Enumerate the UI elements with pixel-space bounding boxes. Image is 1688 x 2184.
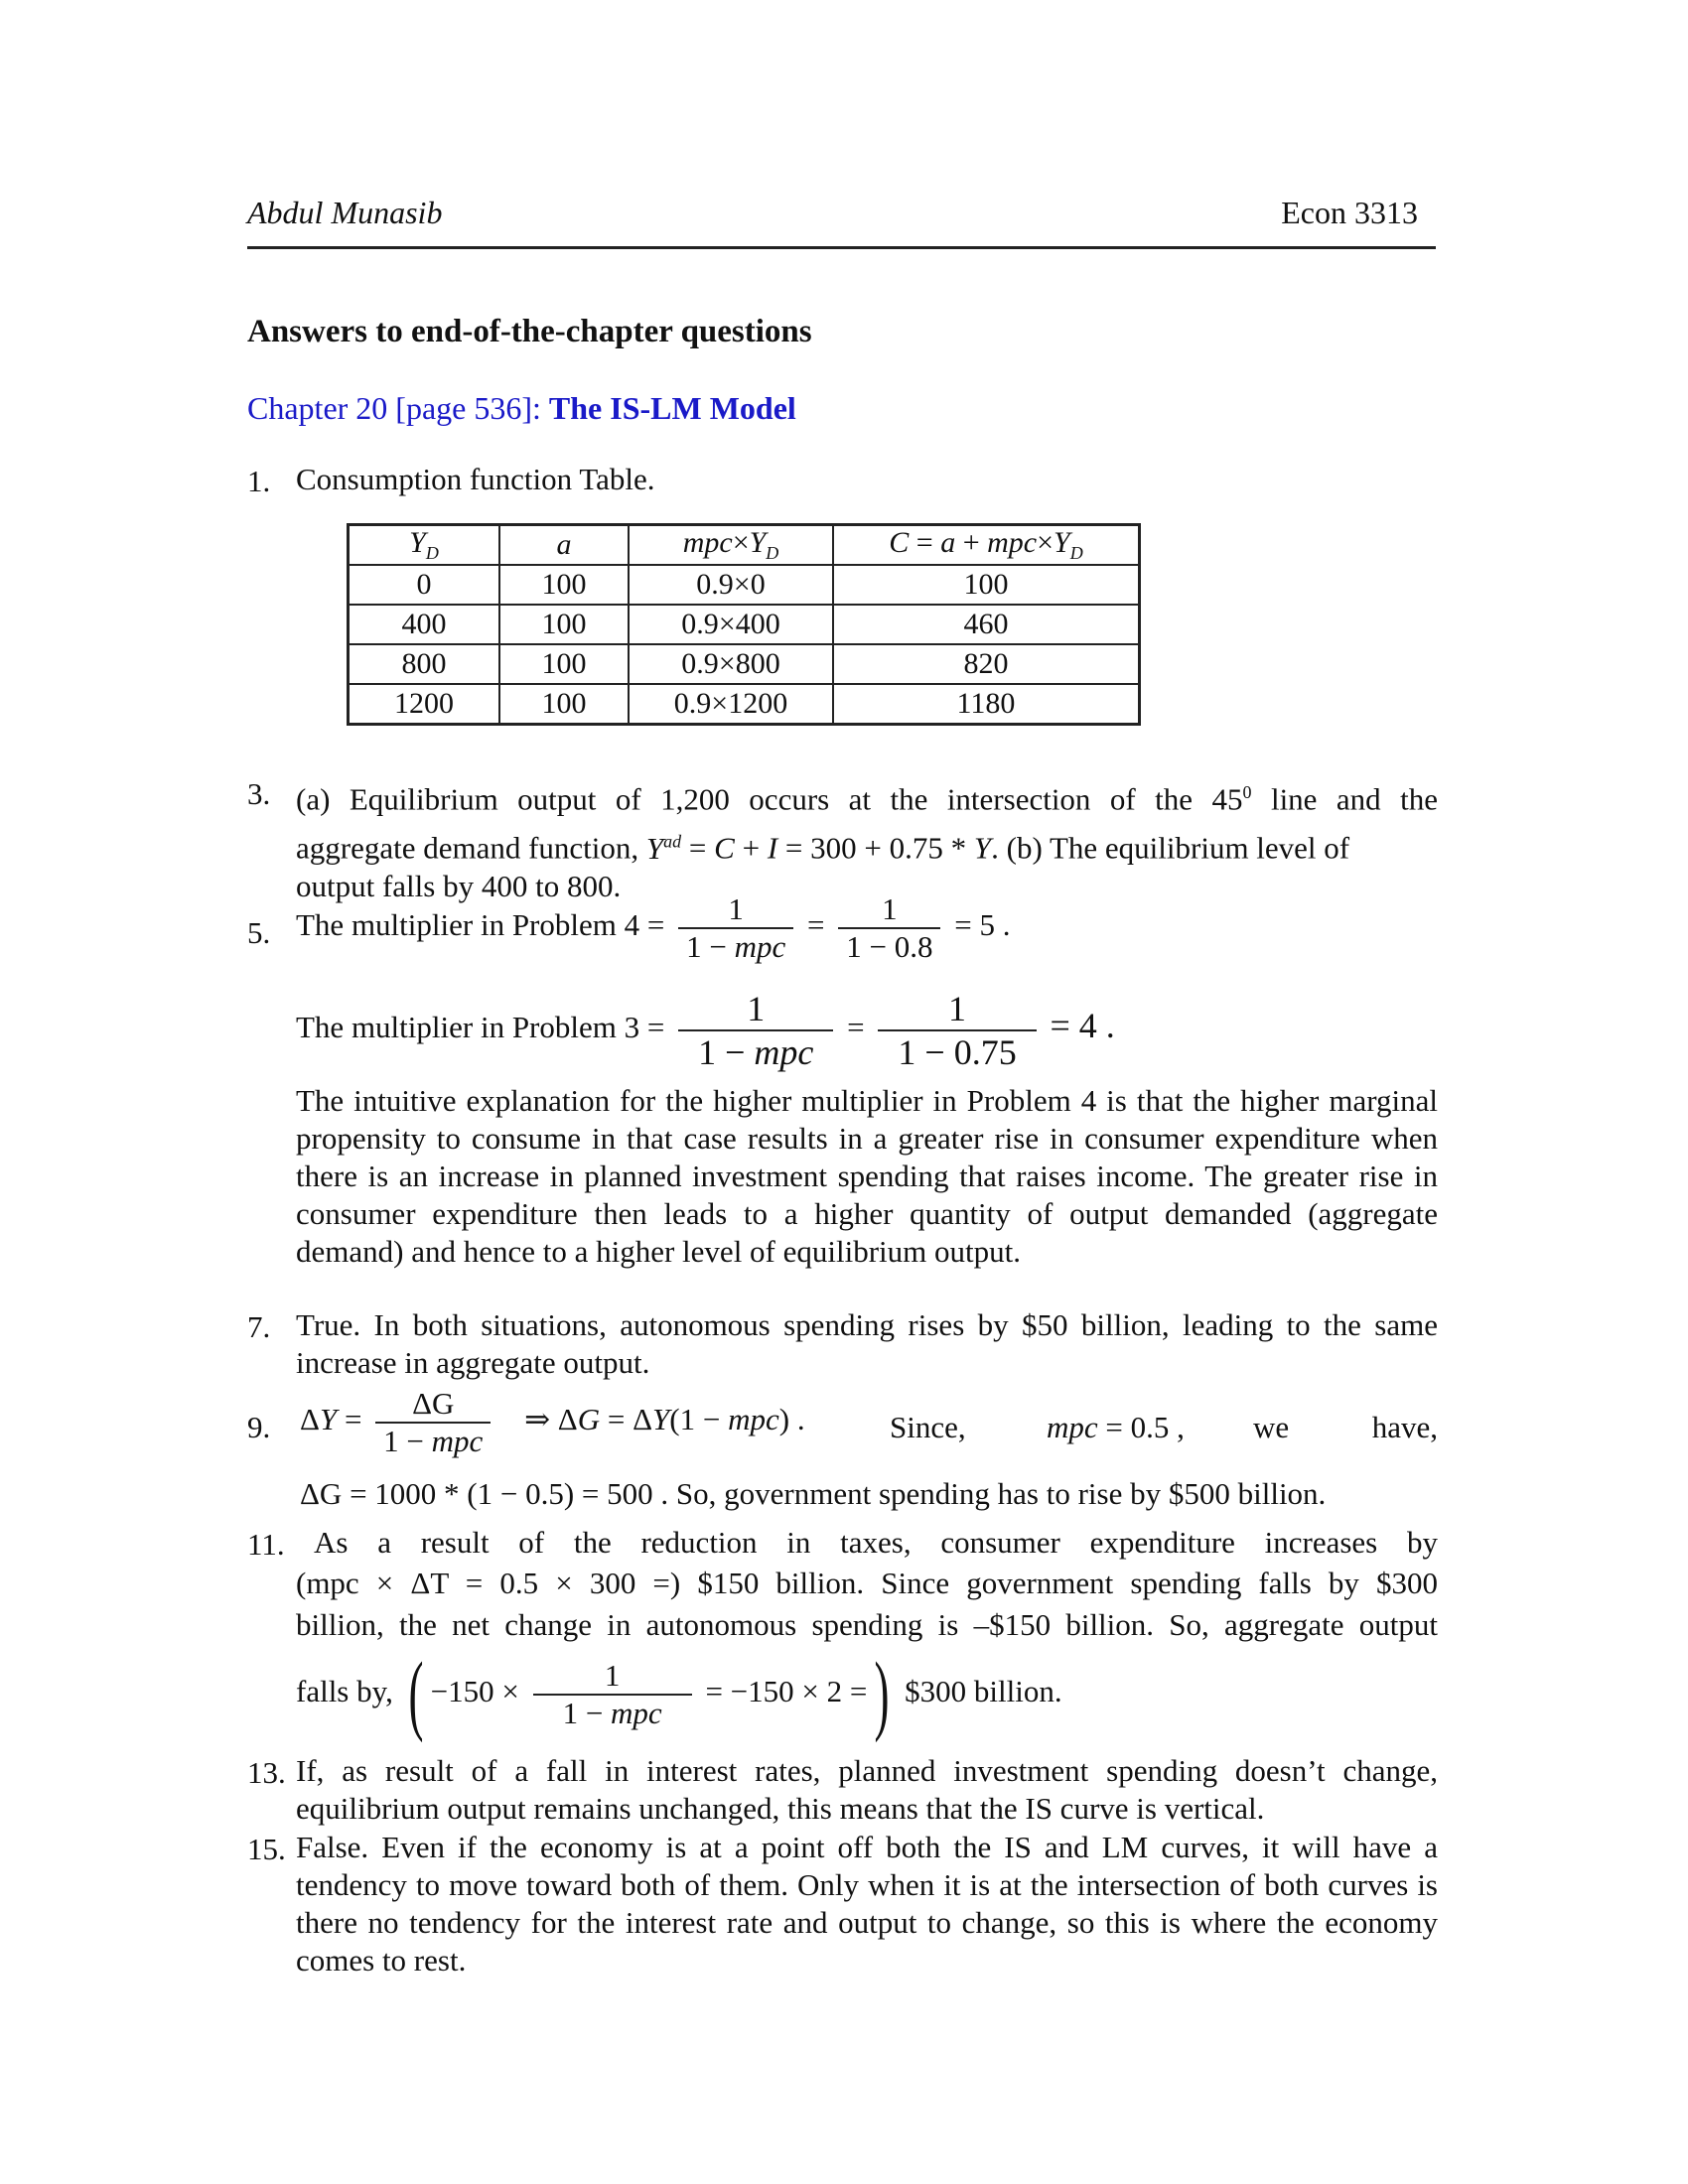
course-code: Econ 3313 xyxy=(1281,195,1418,230)
q15-text: False. Even if the economy is at a point off both the IS and LM curves, it will have a tendency to move toward both of them. Only when it is at the intersection of both curves is there no tendency for the interest rate and output to change, so this is where the economy comes to rest. xyxy=(296,1830,1438,1978)
table-cell: 100 xyxy=(499,565,629,605)
header-a: a xyxy=(499,525,629,566)
denominator: 1 − mpc xyxy=(375,1422,491,1459)
q1-number: 1. xyxy=(247,464,271,498)
fraction xyxy=(533,1658,692,1731)
table-cell: 100 xyxy=(499,605,629,644)
table-cell: 800 xyxy=(349,644,500,684)
fraction xyxy=(878,988,1036,1073)
left-paren: ( xyxy=(408,1645,424,1743)
q9-since: Since, xyxy=(890,1410,966,1444)
denominator: 1 − 0.8 xyxy=(838,927,940,965)
q11-falls-by: falls by, xyxy=(296,1674,393,1709)
q9-have: have, xyxy=(1371,1410,1438,1444)
q11-line1: As a result of the reduction in taxes, consumer expenditure increases by xyxy=(314,1525,1438,1560)
chapter-prefix: Chapter 20 [page 536]: xyxy=(247,390,549,426)
table-cell: 0 xyxy=(349,565,500,605)
q5-p3-label: The multiplier in Problem 3 xyxy=(296,1010,640,1045)
table-cell: 100 xyxy=(499,684,629,725)
header-c: $C = a + mpc\times Y_D$ xyxy=(833,525,1140,566)
table-cell: 1180 xyxy=(833,684,1140,725)
q5-problem3: The multiplier in Problem 3 = $\frac{1}{\text{1 − mpc}}$ = $\frac{1}{1 - 0.75}$ = 4 . xyxy=(296,989,1115,1072)
q5-number: 5. xyxy=(247,915,271,950)
q9-arrow: ⇒ ΔG = ΔY(1 − mpc) . xyxy=(524,1402,805,1437)
numerator: 1 xyxy=(728,891,744,926)
q7-text: True. In both situations, autonomous spending rises by $50 billion, leading to the same increase in aggregate output. xyxy=(296,1307,1438,1380)
q11-line3: billion, the net change in autonomous spending is –$150 billion. So, aggregate output xyxy=(296,1607,1438,1642)
q3-line1b: line and the xyxy=(1251,781,1438,817)
right-paren: ) xyxy=(874,1645,890,1743)
q3-number: 3. xyxy=(247,776,271,811)
denominator: 1 − mpc xyxy=(533,1694,692,1731)
table-cell: 100 xyxy=(833,565,1140,605)
q3-line2a: aggregate demand function, xyxy=(296,830,646,866)
consumption-table xyxy=(347,523,1141,726)
q7-number: 7. xyxy=(247,1309,271,1344)
q3-equation: $Y^{ad}$ xyxy=(645,830,682,866)
q3-text: (a) Equilibrium output of 1,200 occurs at the intersection of the $45^0$ line and the aggregate demand function, $Y^{ad} = C + I = 300 + 0.75 * Y$. (b) The equilibrium level of output falls by 400 to 800. xyxy=(296,781,1438,903)
q9-equation xyxy=(300,1386,1438,1459)
table-cell: 0.9×400 xyxy=(629,605,833,644)
chapter-title xyxy=(247,390,796,427)
q3-line3: output falls by 400 to 800. xyxy=(296,868,622,903)
q15-number: 15. xyxy=(247,1832,286,1866)
fraction xyxy=(678,988,833,1073)
result: = 5 . xyxy=(954,907,1011,943)
degree-sup: 0 xyxy=(1242,782,1252,802)
numerator: 1 xyxy=(747,989,766,1028)
fraction xyxy=(838,891,940,965)
q5-explanation: The intuitive explanation for the higher multiplier in Problem 4 is that the higher marginal propensity to consume in that case results in a greater rise in consumer expenditure when there is an increase in planned investment spending that raises income. The greater rise in consumer expenditure then leads to a higher quantity of output demanded (aggregate demand) and hence to a higher level of equilibrium output. xyxy=(296,1083,1438,1269)
table-row xyxy=(349,644,1140,684)
table-cell: 820 xyxy=(833,644,1140,684)
q9-line2: ΔG = 1000 * (1 − 0.5) = 500 . So, government spending has to rise by $500 billion. xyxy=(300,1476,1327,1511)
page-header xyxy=(247,195,1436,249)
q3-line2b: . (b) The equilibrium level of xyxy=(991,830,1350,866)
table-row xyxy=(349,684,1140,725)
q11-line4 xyxy=(296,1645,1062,1743)
table-cell: 460 xyxy=(833,605,1140,644)
numerator: 1 xyxy=(948,989,967,1028)
result: = 4 . xyxy=(1050,1006,1115,1046)
section-heading: Answers to end-of-the-chapter questions xyxy=(247,314,812,349)
numerator: 1 xyxy=(882,891,898,926)
table-row xyxy=(349,605,1140,644)
numerator: 1 xyxy=(604,1658,621,1693)
q9-lhs: ΔY = xyxy=(300,1402,362,1437)
table-cell: 400 xyxy=(349,605,500,644)
q1-text: Consumption function Table. xyxy=(296,462,655,496)
table-row xyxy=(349,565,1140,605)
q13-text: If, as result of a fall in interest rates, planned investment spending doesn’t change, equilibrium output remains unchanged, this means that the IS curve is vertical. xyxy=(296,1753,1438,1826)
q9-mpc: mpc = 0.5 , xyxy=(1047,1410,1185,1444)
fraction xyxy=(678,891,793,965)
table-cell: 0.9×0 xyxy=(629,565,833,605)
author-name: Abdul Munasib xyxy=(247,195,443,230)
q11-amount: $300 billion. xyxy=(905,1674,1062,1709)
table-cell: 100 xyxy=(499,644,629,684)
table-header-row xyxy=(349,525,1140,566)
table-cell: 0.9×1200 xyxy=(629,684,833,725)
q11-line2: (mpc × ΔT = 0.5 × 300 =) $150 billion. Since government spending falls by $300 xyxy=(296,1566,1438,1600)
denominator: 1 − mpc xyxy=(678,1029,833,1073)
denominator: 1 − mpc xyxy=(678,927,793,965)
fraction xyxy=(375,1386,491,1459)
q9-we: we xyxy=(1253,1410,1290,1444)
header-yd: $Y_D$ xyxy=(349,525,500,566)
numerator: ΔG xyxy=(412,1386,455,1421)
q9-number: 9. xyxy=(247,1410,271,1444)
chapter-name: The IS-LM Model xyxy=(548,390,796,426)
q11-mult: −150 × xyxy=(430,1674,519,1709)
table-cell: 0.9×800 xyxy=(629,644,833,684)
q5-problem4: The multiplier in Problem 4 = $\frac{1}{\text{1 − mpc}}$ = $\frac{1}{1 - 0.8}$ = 5 . xyxy=(296,891,1011,964)
q11-result: = −150 × 2 = xyxy=(705,1674,868,1709)
table-cell: 1200 xyxy=(349,684,500,725)
header-mpc: $mpc\times Y_D$ xyxy=(629,525,833,566)
q3-line1: (a) Equilibrium output of 1,200 occurs at the intersection of the 45 xyxy=(296,781,1243,817)
q11-number: 11. xyxy=(247,1527,285,1562)
denominator: 1 − 0.75 xyxy=(878,1029,1036,1073)
q5-p4-label: The multiplier in Problem 4 = xyxy=(296,907,665,943)
q13-number: 13. xyxy=(247,1755,286,1790)
